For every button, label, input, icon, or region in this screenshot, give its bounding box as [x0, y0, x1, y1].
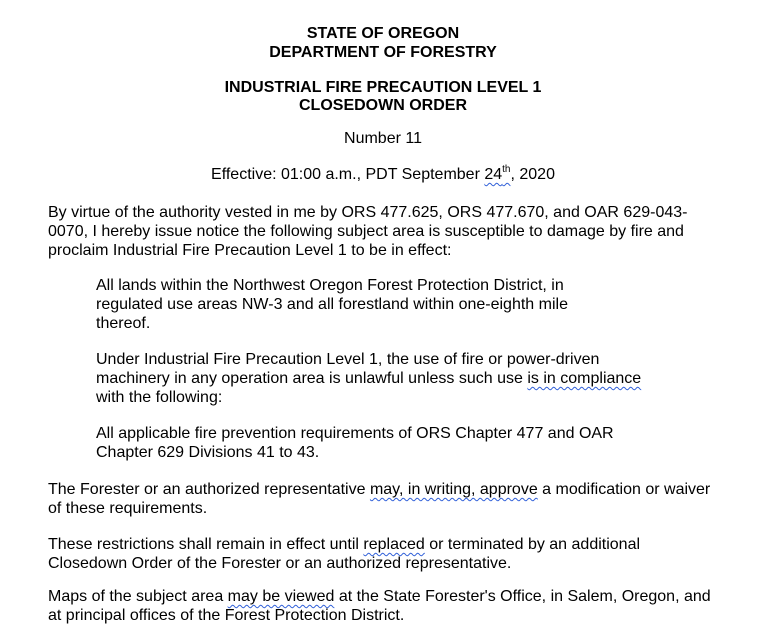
precaution-line-1: Under Industrial Fire Precaution Level 1, the use of fire or power-driven — [96, 351, 600, 368]
approve-phrase: may, in writing, approve — [369, 481, 538, 498]
order-number: Number 11 — [344, 130, 422, 147]
lands-line-1: All lands within the Northwest Oregon Forest Protection District, in — [96, 277, 564, 294]
restrictions-line-1: These restrictions shall remain in effect until replaced or terminated by an additional — [48, 536, 641, 553]
effective-year: , 2020 — [510, 166, 555, 183]
may-be-viewed-phrase: may be viewed — [227, 588, 335, 605]
effective-prefix: Effective: 01:00 a.m., PDT September — [211, 166, 485, 183]
lands-line-2: regulated use areas NW-3 and all forestland within one-eighth mile — [96, 296, 568, 313]
lands-line-3: thereof. — [96, 315, 151, 332]
restrictions-line-2: Closedown Order of the Forester or an authorized representative. — [48, 555, 512, 572]
requirements-line-1: All applicable fire prevention requirements of ORS Chapter 477 and OAR — [96, 425, 614, 442]
precaution-line-3: with the following: — [96, 389, 223, 406]
intro-line-1: By virtue of the authority vested in me by ORS 477.625, ORS 477.670, and OAR 629-043- — [48, 204, 688, 221]
replaced-word: replaced — [363, 536, 425, 553]
intro-line-3: proclaim Industrial Fire Precaution Level 1 to be in effect: — [48, 242, 452, 259]
order-title-line-1: INDUSTRIAL FIRE PRECAUTION LEVEL 1 — [224, 79, 542, 96]
header-state: STATE OF OREGON — [306, 25, 460, 42]
effective-day-suffix: th — [502, 164, 511, 175]
precaution-line-2: machinery in any operation area is unlawful unless such use is in compliance — [96, 370, 642, 387]
header-department: DEPARTMENT OF FORESTRY — [269, 44, 497, 61]
intro-line-2: 0070, I hereby issue notice the following subject area is susceptible to damage by fire and — [48, 223, 684, 240]
forester-line-2: of these requirements. — [48, 500, 208, 517]
effective-date — [0, 165, 766, 186]
compliance-phrase: is in compliance — [527, 370, 642, 387]
forester-line-1: The Forester or an authorized representative may, in writing, approve a modification or waiver — [48, 481, 711, 498]
maps-line-2: at principal offices of the Forest Protection District. — [48, 607, 405, 624]
order-title-line-2: CLOSEDOWN ORDER — [299, 97, 467, 114]
effective-day: 24th — [484, 164, 511, 183]
maps-line-1: Maps of the subject area may be viewed at the State Forester's Office, in Salem, Oregon, and — [48, 588, 711, 605]
requirements-line-2: Chapter 629 Divisions 41 to 43. — [96, 444, 320, 461]
